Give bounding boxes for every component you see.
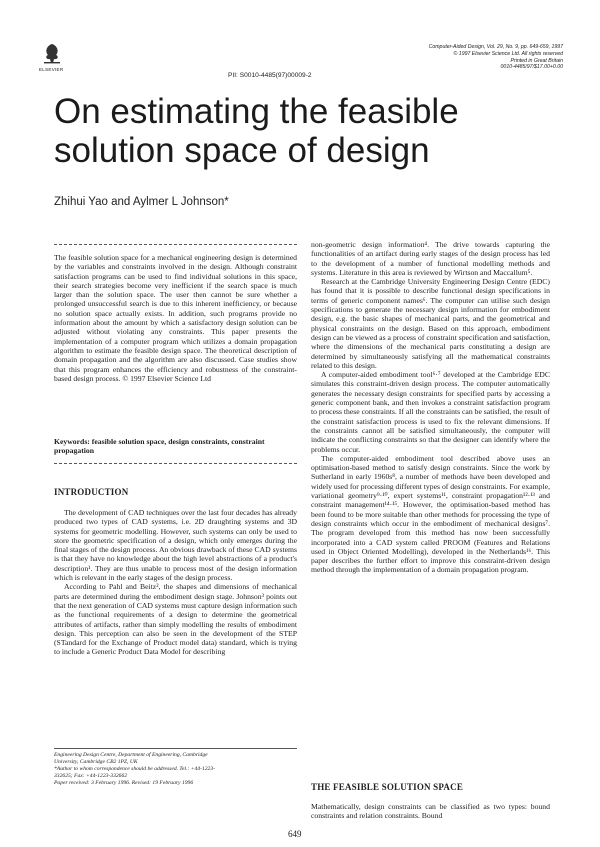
keywords bbox=[54, 437, 297, 456]
elsevier-tree-icon bbox=[42, 42, 62, 64]
section-heading-introduction: INTRODUCTION bbox=[54, 487, 129, 497]
abstract-rule-top bbox=[54, 244, 297, 245]
footnote-line: University, Cambridge CB2 1PZ, UK bbox=[54, 759, 138, 765]
paragraph: The computer-aided embodiment tool described above uses an optimisation-based method to satisfy design constraints. Since the work by Sutherland in early 1960s⁸, a number of methods have been developed and widely used for processing different types of design constraints. For example, variational geometry⁹·¹⁰, expert systems¹¹, constraint propagation¹²·¹³ and constraint management¹⁴·¹⁵. However, the optimisation-based method has been found to be more suitable than other methods for processing the type of design constraints which occur in the embodiment of mechanical designs⁷. The program developed from this method has now been successfully incorporated into a CAD system called PROOM (Features and Relations used in Object Oriented Modelling), developed in the Netherlands¹⁶. This paper describes the further effort to improve this constraint-driven design method through the implementation of a domain propagation program. bbox=[311, 453, 550, 575]
journal-line: Computer-Aided Design, Vol. 29, No. 9, pp. 649-659, 1997 bbox=[428, 44, 563, 50]
section-heading-feasible-solution-space: THE FEASIBLE SOLUTION SPACE bbox=[311, 782, 464, 792]
abstract: The feasible solution space for a mechanical engineering design is determined by the variables and constraints involved in the design. Although constraint satisfaction programs can be used to find individual solutions in this space, their search strategies become very inefficient if the search space is much larger than the solution space. The user then cannot be sure whether a prolonged unsuccessful search is due to this inherent inefficiency, or because no solution space actually exists. In addition, such programs provide no information about the amount by which a satisfactory design solution can be adjusted without violating any constraints. This paper presents the implementation of a computer program which utilizes a domain propagation algorithm to estimate the feasible design space. The theoretical description of domain propagation and the algorithm are also discussed. Case studies show that this program enhances the efficiency and robustness of the constraint-based design process. © 1997 Elsevier Science Ltd bbox=[54, 253, 297, 383]
journal-line: 0010-4485/97/$17.00+0.00 bbox=[500, 64, 563, 71]
page-title bbox=[54, 92, 554, 170]
abstract-rule-bottom bbox=[54, 463, 297, 464]
keywords-text: feasible solution space, design constraints, constraint propagation bbox=[54, 437, 265, 456]
authors: Zhihui Yao and Aylmer L Johnson* bbox=[54, 196, 229, 208]
introduction-text bbox=[54, 508, 297, 657]
footnote-line: Engineering Design Centre, Department of Engineering, Cambridge bbox=[54, 752, 208, 758]
journal-info bbox=[405, 44, 563, 71]
footnote-line: Paper received: 3 February 1996. Revised: 19 February 1996 bbox=[54, 780, 194, 786]
publisher-name: ELSEVIER bbox=[39, 67, 64, 72]
paragraph: non-geometric design information⁴. The drive towards capturing the functionalities of an artifact during early stages of the design process has led to the development of a number of functional modelling methods and systems. Literature in this area is reviewed by Wirtson and Maccallum⁵. bbox=[311, 240, 550, 277]
publisher-logo bbox=[42, 42, 62, 69]
footnote bbox=[54, 752, 297, 787]
keywords-label: Keywords: bbox=[54, 437, 90, 446]
pii-code: PII: S0010-4485(97)00009-2 bbox=[228, 72, 312, 79]
footnote-line: *Author to whom correspondence should be addressed. Tel.: +44-1223- bbox=[54, 766, 216, 772]
paragraph: Research at the Cambridge University Engineering Design Centre (EDC) has found that it is possible to describe functional design specifications in terms of generic component names⁶. The computer can utilise such design specifications to generate the necessary design information for embodiment design, e.g. the basic shapes of mechanical parts, and the geometrical and physical constraints on the design. Based on this approach, embodiment design can be viewed as a process of constraint specification and satisfaction, where the dimensions of the mechanical parts constituting a design are determined by simultaneously satisfying all the mathematical constraints related to this design. bbox=[311, 277, 550, 370]
paragraph: The development of CAD techniques over the last four decades has already produced two types of CAD systems, i.e. 2D draughting systems and 3D systems for geometric modelling. However, such systems can only be used to store the geometric specification of a design, which only emerges during the final stages of the design process. An obvious drawback of these CAD systems is that they have no knowledge about the high level abstractions of a product's description¹. They are thus unable to process most of the design information which is relevant in the early stages of the design process. bbox=[54, 508, 297, 583]
footnote-rule bbox=[54, 748, 297, 749]
paragraph: According to Pahl and Beitz², the shapes and dimensions of mechanical parts are determined during the embodiment design stage. Johnson³ points out that the next generation of CAD systems must capture design information such as the functional requirements of a design to determine the geometrical attributes of artifacts, rather than simply modelling the results of embodiment design. This perception can also be seen in the development of the STEP (STandard for the Exchange of Product model data) standard, which is trying to include a Generic Product Data Model for describing bbox=[54, 582, 297, 657]
feasible-solution-space-text: Mathematically, design constraints can be classified as two types: bound constraints and relation constraints. Bound bbox=[311, 802, 550, 821]
right-column-text bbox=[311, 240, 550, 575]
journal-line: © 1997 Elsevier Science Ltd. All rights reserved bbox=[453, 50, 563, 57]
title-line: On estimating the feasible bbox=[54, 92, 459, 131]
paragraph: A computer-aided embodiment tool⁶·⁷ developed at the Cambridge EDC simulates this constraint-driven design process. The computer automatically generates the necessary design constraints for specified parts by accessing a generic component bank, and then invokes a constraint satisfaction program to process these constraints. If all the constraints can be satisfied, the result of the constraint satisfaction process is used to fix the relevant dimensions. If the constraints cannot all be satisfied simultaneously, the computer will indicate the conflicting constraints so that the designer can identify where the problems occur. bbox=[311, 370, 550, 454]
journal-line: Printed in Great Britain bbox=[510, 57, 563, 64]
page-number: 649 bbox=[288, 829, 302, 839]
title-line: solution space of design bbox=[54, 131, 430, 170]
footnote-line: 332625; Fax: +44-1223-332662 bbox=[54, 773, 128, 779]
